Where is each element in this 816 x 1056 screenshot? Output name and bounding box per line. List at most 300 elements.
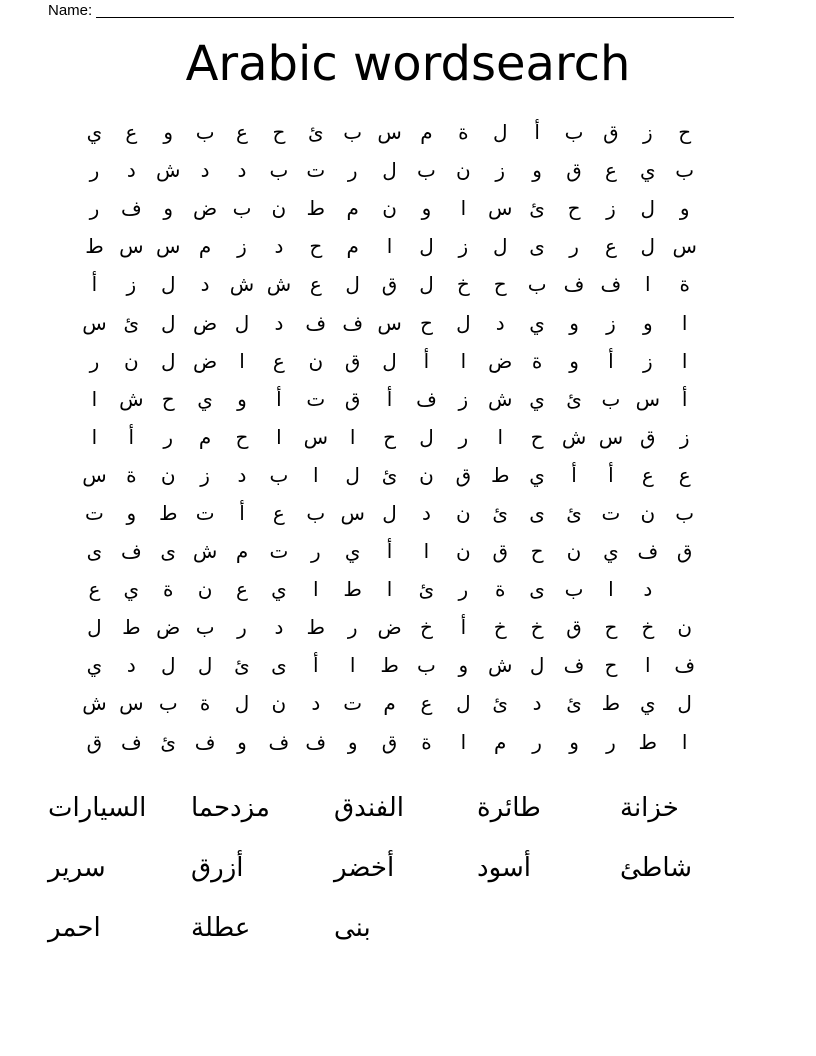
grid-row bbox=[76, 723, 740, 761]
grid-letter: ق bbox=[676, 539, 693, 564]
grid-letter: أ bbox=[571, 462, 577, 487]
search-word: طائرة bbox=[477, 793, 541, 823]
grid-letter: ل bbox=[492, 120, 508, 145]
grid-letter: ا bbox=[460, 348, 467, 373]
grid-letter: ن bbox=[160, 462, 176, 487]
grid-letter: س bbox=[635, 386, 661, 411]
grid-letter: ي bbox=[344, 539, 361, 564]
grid-letter: د bbox=[126, 158, 136, 183]
grid-letter: ة bbox=[458, 120, 469, 145]
word-list bbox=[48, 778, 768, 958]
search-word: الفندق bbox=[334, 793, 404, 823]
grid-letter: ز bbox=[126, 272, 137, 297]
grid-letter: ي bbox=[639, 158, 656, 183]
search-word: أزرق bbox=[191, 853, 244, 883]
grid-letter: ا bbox=[349, 424, 356, 449]
grid-letter: س bbox=[340, 500, 365, 525]
grid-letter: ش bbox=[229, 272, 255, 297]
grid-letter: ق bbox=[566, 615, 582, 640]
grid-letter: ل bbox=[160, 310, 176, 335]
grid-letter: ل bbox=[160, 653, 176, 678]
search-word: السيارات bbox=[48, 793, 147, 823]
grid-letter: م bbox=[420, 120, 433, 145]
grid-letter: ا bbox=[681, 310, 688, 335]
grid-letter: ش bbox=[119, 386, 144, 411]
grid-letter: ر bbox=[532, 729, 542, 754]
grid-letter: ا bbox=[349, 653, 356, 678]
grid-letter: ئ bbox=[529, 196, 545, 221]
grid-letter: ب bbox=[527, 272, 547, 297]
grid-letter: ز bbox=[200, 462, 210, 487]
grid-letter: س bbox=[672, 234, 697, 259]
grid-letter: د bbox=[422, 500, 431, 525]
grid-letter: د bbox=[532, 691, 542, 716]
grid-letter: ف bbox=[305, 729, 327, 754]
grid-letter: ع bbox=[420, 691, 433, 716]
grid-letter: د bbox=[200, 272, 210, 297]
grid-letter: ن bbox=[308, 348, 324, 373]
grid-letter: ا bbox=[497, 424, 504, 449]
grid-letter: و bbox=[642, 310, 653, 335]
grid-letter: د bbox=[274, 310, 284, 335]
grid-letter: ر bbox=[458, 424, 469, 449]
grid-letter: م bbox=[198, 234, 212, 259]
grid-letter: ر bbox=[310, 539, 321, 564]
grid-letter: خ bbox=[530, 615, 544, 640]
grid-letter: ط bbox=[490, 462, 510, 487]
grid-letter: و bbox=[126, 500, 137, 525]
grid-letter: ى bbox=[86, 539, 103, 564]
grid-letter: ف bbox=[674, 653, 696, 678]
grid-letter: ع bbox=[309, 272, 322, 297]
grid-letter: ي bbox=[529, 386, 545, 411]
grid-letter: ت bbox=[306, 158, 326, 183]
grid-letter: و bbox=[237, 386, 247, 411]
search-word: سرير bbox=[48, 853, 106, 883]
grid-letter: ل bbox=[456, 310, 471, 335]
letter-grid bbox=[76, 113, 740, 761]
grid-letter: أ bbox=[239, 500, 245, 525]
grid-letter: ح bbox=[530, 539, 544, 564]
grid-letter: ي bbox=[86, 120, 103, 145]
grid-letter: م bbox=[198, 424, 212, 449]
grid-letter: ز bbox=[679, 424, 690, 449]
grid-letter: ل bbox=[382, 500, 397, 525]
grid-letter: ا bbox=[91, 386, 98, 411]
grid-letter: ة bbox=[162, 577, 174, 602]
grid-letter: ض bbox=[156, 615, 181, 640]
grid-letter: ل bbox=[160, 348, 176, 373]
grid-letter: و bbox=[237, 729, 247, 754]
grid-letter: ل bbox=[160, 272, 176, 297]
grid-letter: ئ bbox=[566, 386, 582, 411]
grid-letter: و bbox=[569, 729, 579, 754]
grid-letter: ع bbox=[236, 120, 248, 145]
grid-letter: ن bbox=[123, 348, 139, 373]
grid-letter: د bbox=[643, 577, 653, 602]
search-word: خزانة bbox=[620, 793, 679, 823]
grid-letter: ئ bbox=[492, 691, 509, 716]
grid-letter: ة bbox=[199, 691, 211, 716]
grid-row bbox=[76, 151, 740, 189]
grid-letter: ب bbox=[269, 158, 289, 183]
grid-letter: ب bbox=[417, 158, 436, 183]
grid-row bbox=[76, 456, 740, 494]
grid-letter: ب bbox=[195, 120, 215, 145]
grid-letter: ا bbox=[460, 729, 467, 754]
grid-letter: ف bbox=[120, 196, 142, 221]
grid-letter: س bbox=[598, 424, 624, 449]
grid-letter: س bbox=[119, 691, 144, 716]
search-word: أسود bbox=[477, 853, 532, 883]
grid-letter: ح bbox=[309, 234, 323, 259]
grid-letter: ا bbox=[386, 577, 393, 602]
grid-letter: و bbox=[421, 196, 432, 221]
grid-letter: أ bbox=[313, 653, 319, 678]
grid-letter: س bbox=[156, 234, 181, 259]
grid-letter: ا bbox=[423, 539, 430, 564]
grid-letter: ئ bbox=[566, 691, 582, 716]
grid-letter: م bbox=[346, 196, 359, 221]
grid-letter: ف bbox=[194, 729, 216, 754]
grid-letter: ز bbox=[606, 310, 616, 335]
grid-letter: ع bbox=[604, 234, 617, 259]
grid-letter: ق bbox=[640, 424, 656, 449]
grid-letter: د bbox=[200, 158, 210, 183]
grid-letter: أ bbox=[608, 462, 614, 487]
grid-letter: ب bbox=[306, 500, 326, 525]
grid-letter: ل bbox=[677, 691, 692, 716]
word-list-row bbox=[48, 838, 768, 898]
search-word: شاطئ bbox=[620, 853, 693, 883]
grid-letter: أ bbox=[681, 386, 688, 411]
page-title: Arabic wordsearch bbox=[185, 36, 631, 92]
grid-letter: س bbox=[488, 196, 513, 221]
grid-letter: ل bbox=[345, 462, 360, 487]
grid-letter: ئ bbox=[234, 653, 250, 678]
grid-letter: ق bbox=[603, 120, 619, 145]
grid-letter: و bbox=[163, 120, 174, 145]
grid-letter: و bbox=[679, 196, 690, 221]
grid-letter: ف bbox=[563, 653, 585, 678]
grid-letter: خ bbox=[641, 615, 655, 640]
grid-letter: ي bbox=[529, 462, 545, 487]
grid-letter: ئ bbox=[418, 577, 435, 602]
grid-letter: ح bbox=[567, 196, 581, 221]
grid-letter: س bbox=[303, 424, 328, 449]
grid-letter: ن bbox=[271, 691, 287, 716]
grid-letter: س bbox=[377, 310, 402, 335]
grid-letter: و bbox=[163, 196, 174, 221]
grid-row bbox=[76, 227, 740, 265]
grid-letter: ا bbox=[313, 577, 319, 602]
grid-letter: ح bbox=[420, 310, 433, 335]
grid-letter: أ bbox=[91, 272, 98, 297]
grid-letter: ط bbox=[601, 691, 621, 716]
grid-letter: ط bbox=[306, 196, 326, 221]
grid-letter: و bbox=[347, 729, 358, 754]
grid-row bbox=[76, 684, 740, 722]
grid-letter: ى bbox=[271, 653, 287, 678]
grid-row bbox=[76, 570, 740, 608]
grid-letter: س bbox=[82, 310, 107, 335]
grid-letter: ش bbox=[266, 272, 292, 297]
grid-letter: ض bbox=[377, 615, 402, 640]
grid-letter: ن bbox=[197, 577, 213, 602]
grid-letter: ب bbox=[195, 615, 215, 640]
grid-letter: س bbox=[119, 234, 144, 259]
grid-letter: ق bbox=[86, 729, 103, 754]
grid-letter: ي bbox=[639, 691, 656, 716]
grid-letter: ا bbox=[386, 234, 393, 259]
grid-letter: ز bbox=[458, 234, 469, 259]
grid-letter: ي bbox=[197, 386, 213, 411]
grid-letter: ر bbox=[606, 729, 616, 754]
grid-letter: ب bbox=[343, 120, 363, 145]
grid-letter: د bbox=[237, 462, 247, 487]
grid-letter: ل bbox=[419, 234, 434, 259]
grid-letter: ت bbox=[195, 500, 215, 525]
grid-letter: ي bbox=[529, 310, 545, 335]
grid-letter: ل bbox=[234, 691, 250, 716]
grid-letter: أ bbox=[423, 348, 430, 373]
grid-letter: ض bbox=[193, 348, 218, 373]
grid-letter: ى bbox=[529, 234, 545, 259]
grid-letter: ز bbox=[642, 120, 653, 145]
grid-letter: ف bbox=[342, 310, 364, 335]
grid-letter: و bbox=[569, 310, 579, 335]
grid-letter: ح bbox=[235, 424, 249, 449]
grid-letter: ر bbox=[347, 615, 358, 640]
search-word: بنى bbox=[334, 913, 371, 943]
grid-letter: ف bbox=[120, 539, 142, 564]
grid-letter: ر bbox=[163, 424, 174, 449]
grid-letter: ق bbox=[455, 462, 472, 487]
grid-letter: ئ bbox=[307, 120, 324, 145]
grid-letter: ن bbox=[640, 500, 656, 525]
name-field bbox=[48, 0, 734, 18]
grid-letter: ق bbox=[566, 158, 582, 183]
grid-letter: ر bbox=[89, 196, 100, 221]
grid-letter: ت bbox=[306, 386, 326, 411]
grid-letter: ب bbox=[675, 158, 695, 183]
grid-letter: م bbox=[346, 234, 359, 259]
grid-letter: ت bbox=[601, 500, 621, 525]
grid-letter: خ bbox=[456, 272, 470, 297]
grid-letter: ت bbox=[269, 539, 289, 564]
grid-letter: ح bbox=[272, 120, 286, 145]
grid-letter: ف bbox=[268, 729, 290, 754]
search-word: احمر bbox=[48, 913, 101, 943]
grid-letter: ح bbox=[493, 272, 507, 297]
grid-letter: ق bbox=[344, 386, 361, 411]
grid-letter: ئ bbox=[492, 500, 509, 525]
grid-letter: ز bbox=[237, 234, 247, 259]
grid-letter: ا bbox=[681, 729, 688, 754]
grid-letter: ل bbox=[382, 348, 397, 373]
grid-letter: م bbox=[235, 539, 249, 564]
grid-letter: ط bbox=[306, 615, 326, 640]
grid-letter: ف bbox=[600, 272, 622, 297]
grid-letter: ب bbox=[564, 120, 584, 145]
grid-letter: ف bbox=[120, 729, 142, 754]
grid-letter: ى bbox=[529, 500, 545, 525]
grid-letter: ط bbox=[638, 729, 658, 754]
grid-letter: ق bbox=[344, 348, 361, 373]
grid-letter: ئ bbox=[566, 500, 582, 525]
grid-letter: ن bbox=[456, 500, 471, 525]
grid-letter: ق bbox=[381, 272, 398, 297]
grid-letter: ئ bbox=[123, 310, 140, 335]
grid-row bbox=[76, 113, 740, 151]
word-list-row bbox=[48, 778, 768, 838]
grid-letter: ن bbox=[271, 196, 287, 221]
name-underline bbox=[96, 3, 734, 18]
grid-letter: أ bbox=[534, 120, 540, 145]
grid-letter: ل bbox=[640, 234, 656, 259]
grid-letter: ن bbox=[677, 615, 693, 640]
grid-row bbox=[76, 494, 740, 532]
grid-letter: ا bbox=[608, 577, 614, 602]
grid-letter: ل bbox=[87, 615, 102, 640]
grid-letter: ئ bbox=[160, 729, 177, 754]
grid-letter: ل bbox=[419, 272, 434, 297]
grid-letter: ز bbox=[495, 158, 506, 183]
grid-letter: خ bbox=[493, 615, 507, 640]
grid-letter: ع bbox=[678, 462, 691, 487]
grid-letter: ل bbox=[419, 424, 434, 449]
grid-letter: ا bbox=[276, 424, 282, 449]
grid-letter: ط bbox=[122, 615, 141, 640]
grid-letter: ر bbox=[569, 234, 579, 259]
grid-row bbox=[76, 418, 740, 456]
grid-letter: ة bbox=[421, 729, 432, 754]
grid-letter: ع bbox=[272, 500, 285, 525]
grid-letter: ب bbox=[675, 500, 695, 525]
grid-letter: ا bbox=[460, 196, 467, 221]
grid-letter: ت bbox=[343, 691, 363, 716]
grid-letter: ى bbox=[529, 577, 545, 602]
grid-letter: س bbox=[377, 120, 402, 145]
grid-letter: ش bbox=[561, 424, 587, 449]
grid-letter: ا bbox=[239, 348, 245, 373]
grid-letter: ط bbox=[158, 500, 178, 525]
grid-letter: ب bbox=[601, 386, 621, 411]
grid-letter: ر bbox=[89, 158, 100, 183]
grid-letter: ف bbox=[305, 310, 327, 335]
grid-letter: ش bbox=[156, 158, 181, 183]
grid-letter: ع bbox=[88, 577, 101, 602]
grid-letter: ب bbox=[269, 462, 289, 487]
grid-letter: ن bbox=[382, 196, 397, 221]
grid-letter: ل bbox=[640, 196, 656, 221]
grid-letter: أ bbox=[460, 615, 467, 640]
grid-letter: ز bbox=[642, 348, 653, 373]
grid-letter: ش bbox=[82, 691, 107, 716]
grid-letter: م bbox=[494, 729, 507, 754]
grid-letter: ر bbox=[347, 158, 358, 183]
grid-letter: ة bbox=[679, 272, 690, 297]
grid-letter: ع bbox=[641, 462, 654, 487]
grid-letter: ئ bbox=[381, 462, 398, 487]
grid-letter: ا bbox=[91, 424, 98, 449]
grid-letter: ن bbox=[566, 539, 582, 564]
grid-letter: أ bbox=[386, 386, 393, 411]
grid-letter: د bbox=[311, 691, 321, 716]
grid-letter: ع bbox=[272, 348, 285, 373]
grid-letter: ي bbox=[86, 653, 103, 678]
grid-row bbox=[76, 265, 740, 303]
grid-letter: ة bbox=[495, 577, 506, 602]
grid-letter: ل bbox=[382, 158, 397, 183]
grid-letter: د bbox=[274, 234, 284, 259]
grid-letter: ب bbox=[417, 653, 436, 678]
search-word: مزدحما bbox=[191, 793, 270, 823]
grid-letter: م bbox=[383, 691, 396, 716]
grid-letter: ض bbox=[193, 310, 218, 335]
grid-letter: ف bbox=[416, 386, 437, 411]
grid-letter: ا bbox=[681, 348, 688, 373]
grid-letter: ع bbox=[125, 120, 138, 145]
grid-letter: ي bbox=[123, 577, 140, 602]
grid-letter: خ bbox=[420, 615, 433, 640]
grid-letter: ا bbox=[313, 462, 319, 487]
grid-letter: و bbox=[532, 158, 542, 183]
grid-letter: أ bbox=[276, 386, 282, 411]
grid-letter: ة bbox=[126, 462, 137, 487]
grid-letter: ل bbox=[529, 653, 545, 678]
grid-letter: ي bbox=[603, 539, 619, 564]
grid-letter: ح bbox=[530, 424, 544, 449]
grid-letter: أ bbox=[128, 424, 135, 449]
grid-letter: ح bbox=[604, 653, 618, 678]
grid-letter: ن bbox=[419, 462, 434, 487]
grid-letter: ب bbox=[158, 691, 178, 716]
grid-letter: ر bbox=[89, 348, 100, 373]
grid-letter: ع bbox=[604, 158, 617, 183]
grid-row bbox=[76, 189, 740, 227]
grid-letter: ق bbox=[492, 539, 508, 564]
word-list-row bbox=[48, 898, 768, 958]
grid-letter: ب bbox=[232, 196, 252, 221]
grid-letter: ز bbox=[458, 386, 469, 411]
search-word: أخضر bbox=[334, 853, 395, 883]
grid-letter: ر bbox=[237, 615, 247, 640]
grid-letter: ع bbox=[236, 577, 248, 602]
grid-letter: ح bbox=[161, 386, 175, 411]
grid-letter: ي bbox=[271, 577, 287, 602]
grid-letter: ل bbox=[456, 691, 471, 716]
grid-letter: ط bbox=[380, 653, 399, 678]
grid-letter: ا bbox=[645, 653, 651, 678]
grid-letter: ب bbox=[564, 577, 584, 602]
grid-letter: س bbox=[82, 462, 107, 487]
grid-letter: ز bbox=[606, 196, 616, 221]
grid-letter: ف bbox=[563, 272, 585, 297]
grid-letter: ة bbox=[531, 348, 543, 373]
grid-letter: ح bbox=[383, 424, 397, 449]
grid-letter: ش bbox=[488, 653, 513, 678]
grid-letter: ح bbox=[678, 120, 692, 145]
grid-row bbox=[76, 532, 740, 570]
grid-letter: ل bbox=[492, 234, 508, 259]
grid-letter: أ bbox=[386, 539, 393, 564]
grid-letter: ل bbox=[345, 272, 360, 297]
grid-letter: ض bbox=[488, 348, 513, 373]
grid-letter: ف bbox=[637, 539, 659, 564]
grid-letter: ت bbox=[85, 500, 104, 525]
grid-letter: ط bbox=[343, 577, 362, 602]
